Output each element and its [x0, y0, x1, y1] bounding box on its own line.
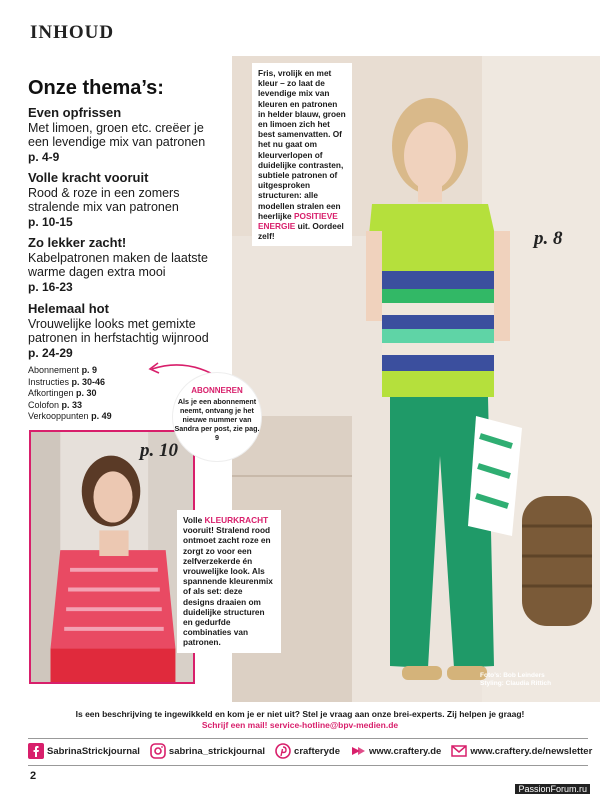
theme-item	[28, 106, 223, 164]
theme-desc: Vrouwelijke looks met gemixte patronen in herfstachtig wijnrood	[28, 316, 209, 345]
divider	[28, 765, 588, 766]
theme-title: Helemaal hot	[28, 301, 109, 316]
highlight-text: POSITIEVE ENERGIE	[258, 210, 338, 232]
mail-icon	[451, 743, 467, 759]
social-link-pinterest[interactable]: crafteryde	[275, 743, 340, 759]
theme-item	[28, 302, 233, 360]
social-link-website[interactable]: www.craftery.de	[350, 743, 441, 759]
page-number: 2	[30, 770, 37, 782]
footer-help-text	[0, 709, 600, 731]
misc-index-list	[28, 365, 112, 423]
page-reference-main: p. 8	[534, 228, 563, 249]
intro-textbox: Fris, vrolijk en met kleur – zo laat de levendige mix van kleuren en patronen in helder blauw, groen en limoen zich het best samenvatten. Of het nu gaat om kleurverlopen of duidelijke contrasten, subtiele patronen of uitgesproken structuren: alle modellen stralen een heerlijke POSITIEVE ENERGIE uit. Oordeel zelf!	[252, 63, 352, 246]
misc-item: Afkortingen p. 30	[28, 388, 97, 398]
pinterest-icon	[275, 743, 291, 759]
themes-heading: Onze thema’s:	[28, 77, 164, 99]
colour-power-textbox: Volle KLEURKRACHT vooruit! Stralend rood ontmoet zacht roze en zorgt zo voor een zelfverzekerde én vrouwelijke look. Als spannende kleurenmix of als set: deze designs draaien om duidelijke structuren en gedurfde combinaties van patronen.	[177, 510, 281, 653]
photo-credit: Foto’s: Bob Leinders Styling: Claudia Rittich	[480, 672, 552, 687]
misc-item: Verkooppunten p. 49	[28, 411, 112, 421]
theme-desc: Rood & roze in een zomers stralende mix van patronen	[28, 185, 180, 214]
theme-desc: Met limoen, groen etc. creëer je een levendige mix van patronen	[28, 120, 206, 149]
social-links-bar	[28, 743, 598, 759]
watermark: PassionForum.ru	[515, 784, 590, 794]
badge-text: Als je een abonnement neemt, ontvang je het nieuwe nummer van Sandra per post, zie pag. 9	[174, 397, 260, 442]
theme-title: Volle kracht vooruit	[28, 170, 149, 185]
badge-title: ABONNEREN	[191, 386, 243, 395]
help-mail-link[interactable]: Schrijf een mail! service-hotline@bpv-medien.de	[201, 720, 399, 730]
secondary-fashion-photo	[29, 430, 195, 684]
page-reference-small: p. 10	[140, 440, 178, 461]
divider	[28, 738, 588, 739]
facebook-icon	[28, 743, 44, 759]
web-icon	[350, 743, 366, 759]
theme-pages: p. 10-15	[28, 214, 73, 229]
social-link-newsletter[interactable]: www.craftery.de/newsletter	[451, 743, 592, 759]
theme-title: Zo lekker zacht!	[28, 235, 127, 250]
theme-item	[28, 171, 223, 229]
instagram-icon	[150, 743, 166, 759]
social-link-instagram[interactable]: sabrina_strickjournal	[150, 743, 265, 759]
misc-item: Abonnement p. 9	[28, 365, 98, 375]
subscribe-badge[interactable]	[172, 372, 262, 462]
theme-item	[28, 236, 223, 294]
page-header-title: INHOUD	[30, 22, 115, 43]
theme-title: Even opfrissen	[28, 105, 122, 120]
theme-pages: p. 16-23	[28, 279, 73, 294]
misc-item: Colofon p. 33	[28, 399, 83, 410]
help-line: Is een beschrijving te ingewikkeld en kom je er niet uit? Stel je vraag aan onze brei-experts. Zij helpen je graag!	[75, 709, 525, 719]
misc-item: Instructies p. 30-46	[28, 376, 106, 387]
theme-pages: p. 4-9	[28, 149, 60, 164]
theme-pages: p. 24-29	[28, 345, 73, 360]
highlight-text: KLEURKRACHT	[204, 515, 269, 525]
theme-desc: Kabelpatronen maken de laatste warme dagen extra mooi	[28, 250, 208, 279]
social-link-facebook[interactable]: SabrinaStrickjournal	[28, 743, 140, 759]
